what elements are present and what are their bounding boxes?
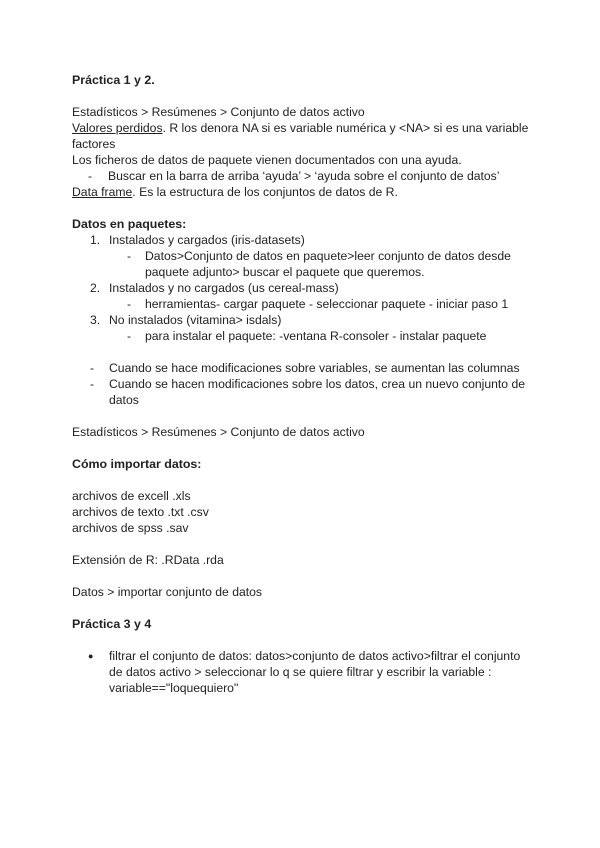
dash-marker: - xyxy=(90,361,95,375)
list-number: 1. xyxy=(90,233,101,247)
dash-marker: - xyxy=(127,329,132,343)
note-text: Cuando se hacen modificaciones sobre los datos, crea un nuevo conjunto de xyxy=(109,377,525,391)
bullet-text: variable=="loquequiero" xyxy=(109,681,239,695)
dash-marker: - xyxy=(127,297,132,311)
list-number: 2. xyxy=(90,281,101,295)
menu-path-text: Estadísticos > Resúmenes > Conjunto de datos activo xyxy=(72,105,365,119)
list-subitem-text: para instalar el paquete: -ventana R-consoler - instalar paquete xyxy=(145,329,487,343)
dash-marker: - xyxy=(88,169,93,183)
bullet-text: filtrar el conjunto de datos: datos>conjunto de datos activo>filtrar el conjunto xyxy=(109,649,521,663)
bullet-text: de datos activo > seleccionar lo q se quiere filtrar y escribir la variable : xyxy=(109,665,492,679)
missing-values-desc: . R los denora NA si es variable numérica y <NA> si es una variable xyxy=(162,121,529,135)
list-item-text: No instalados (vitamina> isdals) xyxy=(109,313,282,327)
import-path-text: Datos > importar conjunto de datos xyxy=(72,585,263,599)
data-frame-desc: . Es la estructura de los conjuntos de datos de R. xyxy=(132,185,398,199)
heading-datos-paquetes: Datos en paquetes: xyxy=(72,217,187,231)
list-number: 3. xyxy=(90,313,101,327)
missing-values-paragraph xyxy=(72,120,528,136)
bullet-icon: ● xyxy=(88,651,94,661)
dash-marker: - xyxy=(127,249,132,263)
list-subitem-text: Datos>Conjunto de datos en paquete>leer conjunto de datos desde xyxy=(145,249,511,263)
list-item-text: Instalados y cargados (iris-datasets) xyxy=(109,233,305,247)
dash-marker: - xyxy=(90,377,95,391)
missing-values-continuation: factores xyxy=(72,137,116,151)
file-type-line: archivos de spss .sav xyxy=(72,521,189,535)
menu-path-text: Estadísticos > Resúmenes > Conjunto de datos activo xyxy=(72,425,365,439)
heading-practica-1-2: Práctica 1 y 2. xyxy=(72,73,155,87)
file-type-line: archivos de texto .txt .csv xyxy=(72,505,209,519)
file-type-line: archivos de excell .xls xyxy=(72,489,191,503)
package-docs-text: Los ficheros de datos de paquete vienen documentados con una ayuda. xyxy=(72,153,462,167)
note-text: Cuando se hace modificaciones sobre variables, se aumentan las columnas xyxy=(109,361,520,375)
r-extension-text: Extensión de R: .RData .rda xyxy=(72,553,224,567)
data-frame-term: Data frame xyxy=(72,185,133,199)
heading-importar-datos: Cómo importar datos: xyxy=(72,457,202,471)
list-subitem-text: herramientas- cargar paquete - seleccionar paquete - iniciar paso 1 xyxy=(145,297,509,311)
help-search-text: Buscar en la barra de arriba ‘ayuda’ > ‘ayuda sobre el conjunto de datos’ xyxy=(108,169,500,183)
list-item-text: Instalados y no cargados (us cereal-mass) xyxy=(109,281,339,295)
note-text: datos xyxy=(109,393,139,407)
list-subitem-text: paquete adjunto> buscar el paquete que queremos. xyxy=(145,265,425,279)
data-frame-paragraph xyxy=(72,184,398,200)
heading-practica-3-4: Práctica 3 y 4 xyxy=(72,617,152,631)
missing-values-term: Valores perdidos xyxy=(72,121,163,135)
